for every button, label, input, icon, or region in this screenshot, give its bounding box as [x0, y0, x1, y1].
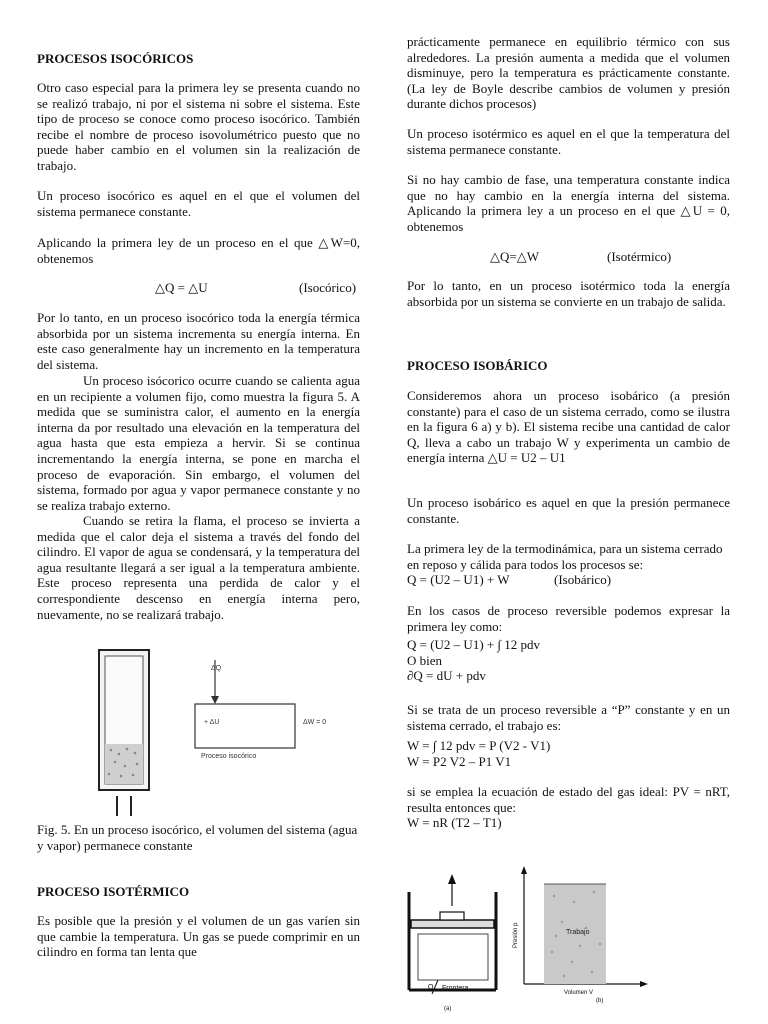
paragraph: Otro caso especial para la primera ley se presenta cuando no se realizó trabajo, ni por el sistema ni sobre el sistema. Este tipo de proceso se conoce como proceso isocórico. También recibe el nombre de proceso isovolumétrico puesto que no puede haber cambio en el volumen sin la realización de trabajo. [37, 80, 360, 173]
label-dw: ΔW = 0 [303, 719, 327, 726]
equation-isocorico [37, 280, 360, 296]
paragraph: Si se trata de un proceso reversible a “P” constante y en un sistema cerrado, el trabajo es: [407, 702, 730, 733]
text-o-bien: O bien [407, 652, 443, 668]
paragraph: Un proceso isotérmico es aquel en el que la temperatura del sistema permanece constante. [407, 126, 730, 157]
weight [440, 912, 464, 920]
paragraph: Un proceso isócorico ocurre cuando se calienta agua en un recipiente a volumen fijo, como muestra la figura 5. A medida que se suministra calor, el aumento en la energía interna da por resultado una elevación en la temperatura del agua hasta que esta empieza a hervir. Si se continua incrementando la energía interna, se pone en marcha el proceso de evaporación. Sin embargo, el volumen del sistema, formado por agua y vapor permanece constante y no se realiza trabajo externo. [37, 373, 360, 513]
label-du: + ΔU [204, 719, 220, 726]
equation-label: (Isocórico) [299, 280, 357, 295]
equation-isotermico [407, 249, 730, 265]
label-frontera: Frontera [442, 985, 469, 992]
equation: W = nR (T2 – T1) [407, 815, 502, 831]
paragraph: Por lo tanto, en un proceso isotérmico toda la energía absorbida por un sistema se convierte en un trabajo de salida. [407, 278, 730, 309]
paragraph: Por lo tanto, en un proceso isocórico toda la energía térmica absorbida por un sistema incrementa su energía interna. En este caso generalmente hay un incremento en la temperatura del sistema. [37, 310, 360, 372]
label-q: Q [428, 984, 434, 991]
piston [411, 920, 494, 928]
equation-label: (Isobárico) [554, 572, 612, 587]
heading-procesos-isocoricos: PROCESOS ISOCÓRICOS [37, 51, 194, 66]
paragraph: Un proceso isocórico es aquel en el que el volumen del sistema permanece constante. [37, 188, 360, 219]
equation: Q = (U2 – U1) + ∫ 12 pdv [407, 637, 541, 652]
paragraph: La primera ley de la termodinámica, para un sistema cerrado en reposo y cálida para todos los procesos se: [407, 541, 723, 572]
paragraph: En los casos de proceso reversible podemos expresar la primera ley como: [407, 603, 730, 634]
paragraph: Si no hay cambio de fase, una temperatura constante indica que no hay cambio en la energía interna del sistema. Aplicando la primera ley a un proceso en el que △U = 0, obtenemos [407, 172, 730, 234]
system-boundary [418, 934, 488, 980]
label-volumen: Volumen V [564, 990, 594, 996]
equation: △Q=△W [490, 249, 539, 264]
equation-label: (Isotérmico) [607, 249, 672, 264]
equation: W = P2 V2 – P1 V1 [407, 753, 512, 769]
label-trabajo: Trabajo [566, 929, 590, 936]
paragraph: Un proceso isobárico es aquel en que la presión permanece constante. [407, 495, 730, 526]
label-presion: Presión p [513, 922, 519, 948]
heading-proceso-isobarico: PROCESO ISOBÁRICO [407, 358, 548, 373]
figure-6-isobaric-diagram [404, 862, 659, 1014]
paragraph: Consideremos ahora un proceso isobárico (a presión constante) para el caso de un sistema cerrado, como se ilustra en la figura 6 a) y b). El sistema recibe una cantidad de calor Q, lleva a cabo un trabajo W y experimenta un cambio de energía interna △U = U2 – U1 [407, 388, 730, 466]
heading-proceso-isotermico: PROCESO ISOTÉRMICO [37, 884, 190, 899]
figure-5-isocoric-diagram [97, 648, 337, 816]
equation: △Q = △U [155, 280, 208, 295]
label-a: (a) [444, 1006, 452, 1012]
equation-isobarico [407, 572, 730, 588]
equation: Q = (U2 – U1) + W [407, 572, 510, 587]
paragraph: Es posible que la presión y el volumen de un gas varíen sin que cambie la temperatura. Un gas se puede comprimir en un cilindro en forma tan lenta que [37, 913, 360, 960]
label-proceso: Proceso isocórico [201, 753, 257, 760]
figure-caption: Fig. 5. En un proceso isocórico, el volumen del sistema (agua y vapor) permanece constante [37, 822, 358, 853]
paragraph: prácticamente permanece en equilibrio térmico con sus alrededores. La presión aumenta a medida que el volumen disminuye, pero la temperatura es prácticamente constante. (La ley de Boyle describe cambios de volumen y presión durante dichos procesos) [407, 34, 730, 112]
paragraph: Cuando se retira la flama, el proceso se invierta a medida que el calor deja el sistema a través del fondo del cilindro. El vapor de agua se condensará, y la temperatura del agua resultante llegará a ser igual a la temperatura ambiente. Este proceso representa una perdida de calor y el correspondiente descenso en energía interna pero, nuevamente, no se realizará trabajo. [37, 513, 360, 622]
paragraph: Aplicando la primera ley de un proceso en el que △W=0, obtenemos [37, 235, 360, 266]
label-b: (b) [596, 998, 604, 1004]
equation: W = ∫ 12 pdv = P (V2 - V1) [407, 738, 551, 753]
equation: ∂Q = dU + pdv [407, 668, 486, 684]
label-dq: ΔQ [211, 665, 222, 672]
paragraph: si se emplea la ecuación de estado del gas ideal: PV = nRT, resulta entonces que: [407, 784, 730, 815]
system-box [195, 704, 295, 748]
